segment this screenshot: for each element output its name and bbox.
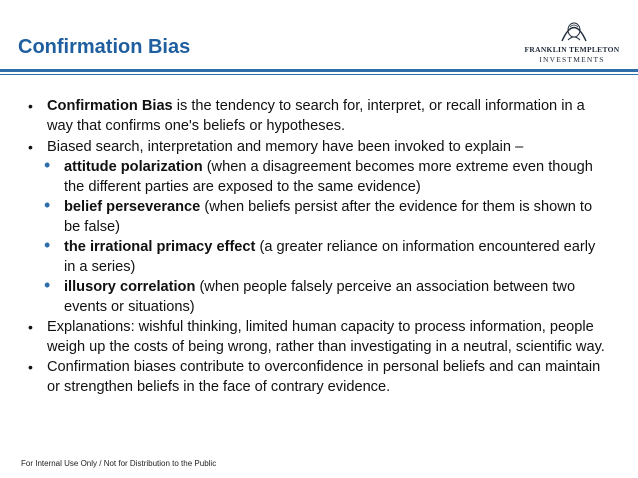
sub-bullet-item [0, 157, 604, 197]
sub-bullet-item [0, 197, 604, 237]
bullet-text: (when a disagreement becomes more extreme even though the different parties are exposed to the same evidence) [64, 159, 593, 195]
bullet-bold-term: illusory correlation [64, 279, 196, 295]
bullet-item [0, 357, 607, 397]
sub-bullet-item [0, 277, 604, 317]
bullet-dot-icon: • [28, 139, 33, 155]
slide-title: Confirmation Bias [18, 36, 191, 58]
franklin-templeton-logo [522, 18, 622, 66]
sub-bullet-dot-icon: • [44, 195, 51, 215]
logo-text-primary: FRANKLIN TEMPLETON [524, 45, 620, 54]
logo-text-secondary: INVESTMENTS [539, 55, 605, 64]
bullet-dot-icon: • [28, 319, 33, 335]
bullet-text: Confirmation biases contribute to overconfidence in personal beliefs and can maintain or strengthen beliefs in the face of contrary evidence. [47, 359, 601, 395]
bullet-bold-term: Confirmation Bias [47, 98, 173, 114]
bullet-text: Explanations: wishful thinking, limited human capacity to process information, people weigh up the costs of being wrong, rather than investigating in a neutral, scientific way. [47, 319, 605, 355]
footer-disclaimer: For Internal Use Only / Not for Distribution to the Public [21, 459, 217, 468]
bullet-bold-term: attitude polarization [64, 159, 203, 175]
bullet-dot-icon: • [28, 359, 33, 375]
bullet-item [0, 137, 607, 157]
bullet-text: (a greater reliance on information encountered early in a series) [64, 239, 596, 275]
header-divider-thin [0, 74, 638, 75]
bullet-dot-icon: • [28, 98, 33, 114]
bullet-text: Biased search, interpretation and memory have been invoked to explain – [47, 139, 524, 155]
sub-bullet-dot-icon: • [44, 155, 51, 175]
bullet-item [0, 317, 607, 357]
bullet-text: (when beliefs persist after the evidence for them is shown to be false) [64, 199, 593, 235]
bullet-item [0, 96, 607, 136]
sub-bullet-dot-icon: • [44, 235, 51, 255]
header-divider-thick [0, 69, 638, 72]
bullet-text: is the tendency to search for, interpret, or recall information in a way that confirms one's beliefs or hypotheses. [47, 98, 585, 134]
sub-bullet-dot-icon: • [44, 275, 51, 295]
bullet-bold-term: belief perseverance [64, 199, 201, 215]
bullet-bold-term: the irrational primacy effect [64, 239, 256, 255]
bullet-list [0, 96, 638, 397]
portrait-icon [560, 18, 588, 42]
bullet-text: (when people falsely perceive an association between two events or situations) [64, 279, 576, 315]
sub-bullet-item [0, 237, 604, 277]
